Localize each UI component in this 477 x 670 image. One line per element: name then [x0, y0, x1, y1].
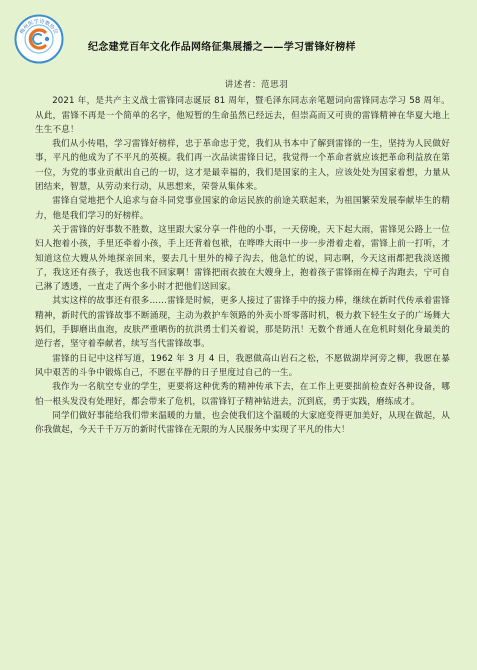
paragraph: 2021 年，是共产主义战士雷锋同志诞辰 81 周年，暨毛泽东同志亲笔题词向雷锋同志学习 58 周年。从此，雷锋不再是一个简单的名字，他短暂的生命虽然已经远去，但崇高而又可贵的雷锋精神在华夏大地上生生不息！ — [35, 96, 450, 135]
article-body — [35, 78, 450, 437]
header — [14, 14, 469, 64]
paragraph: 雷锋自觉地把个人追求与奋斗同党事业国家的命运民族的前途关联起来，为祖国繁荣发展奉献毕生的精力，他是我们学习的好榜样。 — [35, 196, 450, 221]
paragraph: 雷锋的日记中这样写道，1962 年 3 月 4 日，我愿做高山岩石之松，不愿做湖岸河旁之柳，我愿在暴风中艰苦的斗争中锻炼自己，不愿在平静的日子里度过自己的一生。 — [35, 353, 450, 378]
logo-text: 梅州医学诗歌协会 — [19, 18, 59, 36]
paragraph: 我作为一名航空专业的学生，更要将这种优秀的精神传承下去，在工作上更要拙前检查好各种设备，哪怕一根头发没有处理好，都会带来了危机，以雷锋钉子精神钻进去，沉到底，勇于实践，磨练成才。 — [35, 382, 450, 407]
paragraph: 关于雷锋的好事数不胜数，这里跟大家分享一件他的小事，一天傍晚，天下起大雨，雷锋见公路上一位妇人抱着小孩，手里还牵着小孩，手上还背着包袱，在哗哗大雨中一步一步滑着走着，雷锋上前一打听，才知道这位大嫂从外地探亲回来，要去几十里外的樟子沟去，他急忙的说，同志啊，今天这雨都把我淡送搬了，我这还有孩子，我送也我不回家啊！雷锋把雨衣披在大嫂身上，抱着孩子雷锋雨在樟子沟跑去，宁可自己淋了透透，一直走了两个多小时才把他们送回家。 — [35, 224, 450, 293]
author-line: 讲述者：范思羽 — [224, 80, 289, 90]
paragraph: 同学们做好事能给我们带来温暖的力量，也会使我们这个温暖的大家庭变得更加美好，从现在做起，从你我做起，今天千千万万的新时代雷锋在无限的为人民服务中实现了平凡的伟大！ — [35, 410, 450, 436]
page-title: 纪念建党百年文化作品网络征集展播之——学习雷锋好榜样 — [88, 42, 356, 53]
association-logo-icon — [14, 14, 64, 64]
paragraph: 我们从小传唱，学习雷锋好榜样，忠于革命忠于党，我们从书本中了解到雷锋的一生，坚持为人民做好事，平凡的他成为了不平凡的英模。我们再一次品读雷锋日记，我觉得一个革命者就应该把革命利益放在第一位，为党的事业贡献出自己的一切，这才是最幸福的，我们是国家的主人，应该处处为国家着想，力量从团结来，智慧，从劳动来行动，从思想来，荣誉从集体来。 — [35, 139, 450, 193]
paragraph: 其实这样的故事还有很多……雷锋是时候，更多人接过了雷锋手中的接力棒，继续在新时代传承着雷锋精神，新时代的雷锋故事不断涌现，主动为救护车领路的外卖小哥零落时机，极力救下轻生女子的广场舞大妈们，手脚磨出血泡，皮肤严重晒伤的抗洪勇士们关着说，那是防汛！无数个普通人在危机时刻化身最美的逆行者，坚守着奉献者，续写当代雷锋故事。 — [35, 296, 450, 350]
